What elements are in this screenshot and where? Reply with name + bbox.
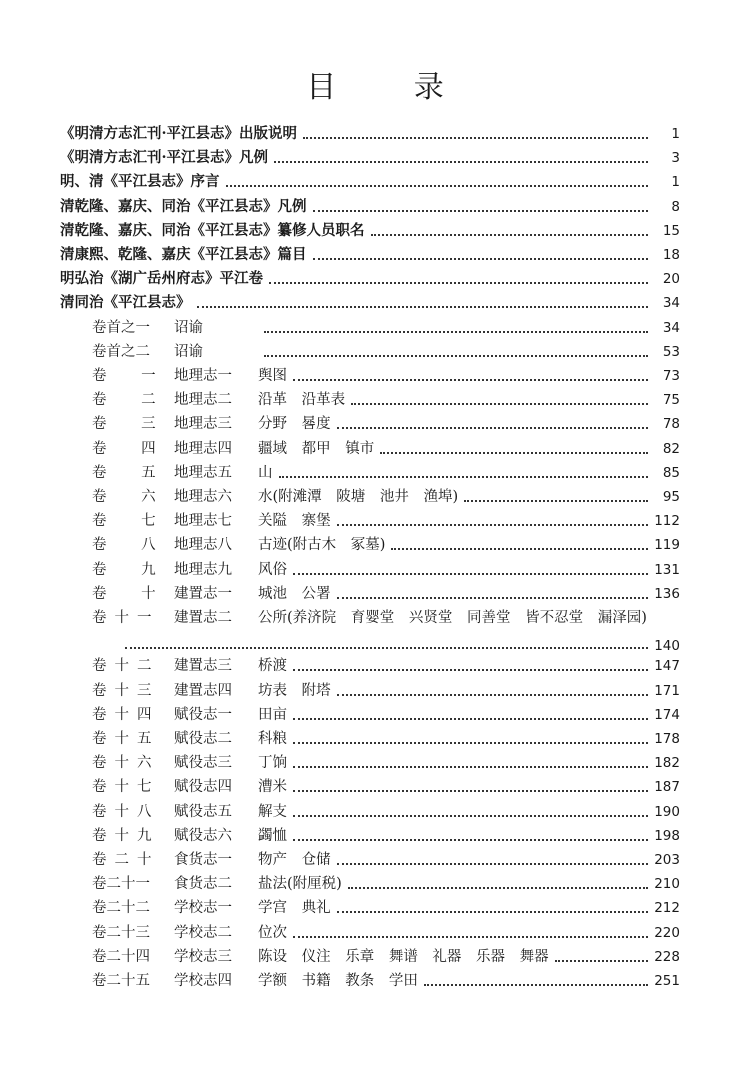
- toc-subentry[interactable]: [92, 314, 680, 338]
- section-topic: 古迹(附古木 冢墓): [258, 537, 386, 554]
- dot-leader: [293, 742, 648, 744]
- toc-page-number: 95: [662, 489, 680, 505]
- volume-number: 卷二十五: [92, 973, 150, 989]
- section-name: 地理志九: [174, 561, 232, 578]
- section-topic: 舆图: [258, 368, 287, 384]
- toc-page-number: 1: [671, 174, 680, 191]
- toc-entry[interactable]: [60, 168, 680, 192]
- section-topic: 公所(养济院 育婴堂 兴贤堂 同善堂 皆不忍堂 漏泽园): [258, 610, 647, 626]
- dot-leader: [337, 427, 648, 429]
- section-name: 建置志三: [174, 658, 232, 675]
- dot-leader: [313, 258, 649, 260]
- toc-subentry[interactable]: [92, 459, 680, 483]
- toc-page-number: 78: [662, 416, 680, 433]
- section-name: 学校志一: [174, 900, 232, 917]
- section-topic: 水(附滩潭 陂塘 池井 渔埠): [258, 489, 459, 505]
- toc-entry-title: 清同治《平江县志》: [60, 294, 191, 312]
- volume-number: 卷首之一: [92, 319, 150, 336]
- toc-subentry[interactable]: [92, 580, 680, 604]
- section-topic: 学额 书籍 教条 学田: [258, 973, 418, 989]
- section-name: 赋役志三: [174, 755, 232, 772]
- volume-number: 卷十四: [92, 706, 160, 723]
- toc-page-number: 203: [654, 852, 680, 868]
- dot-leader: [337, 694, 648, 696]
- section-topic: 解支: [258, 803, 287, 820]
- toc-entry[interactable]: [60, 265, 680, 289]
- dot-leader: [391, 548, 648, 550]
- volume-number: 卷 九: [92, 561, 156, 578]
- dot-leader: [371, 234, 649, 236]
- toc-page-number: 73: [662, 368, 680, 384]
- toc-page-number: 3: [671, 150, 680, 167]
- dot-leader: [226, 185, 649, 187]
- toc-entry-title: 清乾隆、嘉庆、同治《平江县志》凡例: [60, 197, 307, 215]
- dot-leader: [274, 161, 648, 163]
- dot-leader: [279, 476, 649, 478]
- section-topic: 风俗: [258, 561, 287, 578]
- toc-subentry[interactable]: [92, 652, 680, 676]
- section-topic: 关隘 寨堡: [258, 513, 331, 530]
- toc-entry[interactable]: [60, 193, 680, 217]
- dot-leader: [337, 524, 648, 526]
- dot-leader: [424, 984, 648, 986]
- section-topic: 分野 晷度: [258, 416, 331, 433]
- toc-page-number: 174: [654, 706, 680, 723]
- toc-subentry[interactable]: [92, 483, 680, 507]
- toc-page-number: 82: [662, 440, 680, 457]
- volume-number: 卷 八: [92, 537, 156, 554]
- volume-number: 卷二十二: [92, 900, 150, 917]
- toc-page-number: 178: [654, 731, 680, 747]
- dot-leader: [337, 863, 648, 865]
- toc-subentry[interactable]: [92, 410, 680, 434]
- volume-number: 卷十五: [92, 731, 160, 747]
- toc-page-number: 8: [671, 198, 680, 215]
- toc-subentry[interactable]: [92, 701, 680, 725]
- section-topic: 坊表 附塔: [258, 682, 331, 699]
- section-name: 赋役志六: [174, 827, 232, 844]
- toc-page-number: 187: [654, 779, 680, 796]
- toc-entry-title: 《明清方志汇刊·平江县志》凡例: [60, 149, 269, 167]
- volume-number: 卷首之二: [92, 343, 150, 360]
- section-name: 食货志一: [174, 852, 232, 868]
- toc-subentry[interactable]: [92, 919, 680, 943]
- section-name: 地理志三: [174, 416, 232, 433]
- toc-subentry[interactable]: [92, 822, 680, 846]
- toc-entry-title: 清乾隆、嘉庆、同治《平江县志》纂修人员职名: [60, 221, 365, 239]
- toc-page-number: 18: [662, 247, 680, 263]
- toc-subentry[interactable]: [92, 749, 680, 773]
- volume-number: 卷二十四: [92, 948, 150, 965]
- section-name: 建置志二: [174, 610, 232, 626]
- toc-page-number: 131: [654, 561, 680, 578]
- toc-page-number: 75: [662, 392, 680, 409]
- section-name: 地理志四: [174, 440, 232, 457]
- toc-subentry[interactable]: [92, 556, 680, 580]
- volume-number: 卷二十三: [92, 924, 150, 941]
- toc-page-number: 190: [654, 803, 680, 820]
- dot-leader: [293, 379, 648, 381]
- dot-leader: [264, 355, 648, 357]
- section-topic: 学宫 典礼: [258, 900, 331, 917]
- dot-leader: [293, 573, 648, 575]
- volume-number: 卷十一: [92, 610, 160, 626]
- toc-page-number: 212: [654, 900, 680, 917]
- volume-number: 卷 一: [92, 368, 156, 384]
- dot-leader: [337, 597, 648, 599]
- toc-page-number: 228: [654, 948, 680, 965]
- volume-number: 卷 七: [92, 513, 156, 530]
- section-name: 建置志一: [174, 585, 232, 602]
- toc-subentry[interactable]: [92, 967, 680, 991]
- volume-number: 卷二十一: [92, 876, 150, 893]
- section-topic: 物产 仓储: [258, 852, 331, 868]
- toc-subentry[interactable]: [92, 338, 680, 362]
- toc-entry[interactable]: [60, 144, 680, 168]
- volume-number: 卷 六: [92, 489, 156, 505]
- toc-subentry[interactable]: [92, 604, 680, 628]
- toc-page-number: 136: [654, 585, 680, 602]
- section-topic: 田亩: [258, 706, 287, 723]
- toc-subentry[interactable]: [92, 870, 680, 894]
- section-topic: 盐法(附厘税): [258, 876, 342, 893]
- volume-number: 卷十八: [92, 803, 160, 820]
- dot-leader: [293, 815, 648, 817]
- toc-subentry[interactable]: [92, 773, 680, 797]
- section-topic: 丁饷: [258, 755, 287, 772]
- dot-leader: [293, 718, 648, 720]
- page-title: 目 录: [306, 70, 478, 105]
- toc-page-number: 85: [662, 464, 680, 481]
- dot-leader: [293, 766, 648, 768]
- toc-entry[interactable]: [60, 241, 680, 265]
- toc-subentry[interactable]: [92, 386, 680, 410]
- toc-page-number: 220: [654, 924, 680, 941]
- dot-leader: [293, 839, 648, 841]
- section-topic: 陈设 仪注 乐章 舞谱 礼器 乐器 舞器: [258, 948, 549, 965]
- section-topic: 桥渡: [258, 658, 287, 675]
- section-name: 学校志三: [174, 948, 232, 965]
- dot-leader: [293, 669, 648, 671]
- section-name: 赋役志一: [174, 706, 232, 723]
- dot-leader: [313, 210, 649, 212]
- toc-subentry[interactable]: [92, 507, 680, 531]
- section-topic: 科粮: [258, 731, 287, 747]
- toc-subentry-continuation[interactable]: [125, 630, 680, 654]
- section-topic: 位次: [258, 924, 287, 941]
- dot-leader: [348, 887, 648, 889]
- toc-page-number: 198: [654, 827, 680, 844]
- toc-page-number: 140: [654, 638, 680, 655]
- section-name: 诏谕: [174, 319, 203, 336]
- toc-page-number: 20: [662, 271, 680, 288]
- toc-page-number: 15: [662, 222, 680, 239]
- dot-leader: [264, 331, 648, 333]
- section-name: 学校志二: [174, 924, 232, 941]
- section-name: 食货志二: [174, 876, 232, 893]
- volume-number: 卷十三: [92, 682, 160, 699]
- section-name: 赋役志四: [174, 779, 232, 796]
- section-topic: 漕米: [258, 779, 287, 796]
- toc-subentry[interactable]: [92, 846, 680, 870]
- volume-number: 卷 二: [92, 392, 156, 409]
- toc-entry-title: 明、清《平江县志》序言: [60, 173, 220, 191]
- section-name: 诏谕: [174, 343, 203, 360]
- section-name: 建置志四: [174, 682, 232, 699]
- section-name: 赋役志五: [174, 803, 232, 820]
- dot-leader: [293, 790, 648, 792]
- dot-leader: [555, 960, 648, 962]
- toc-page-number: 112: [654, 513, 680, 530]
- dot-leader: [293, 936, 648, 938]
- toc-subentry[interactable]: [92, 798, 680, 822]
- toc-page-number: 210: [654, 876, 680, 893]
- section-name: 地理志八: [174, 537, 232, 554]
- toc-page-number: 34: [662, 295, 680, 312]
- section-name: 学校志四: [174, 973, 232, 989]
- toc-subentry[interactable]: [92, 894, 680, 918]
- toc-subentry[interactable]: [92, 362, 680, 386]
- section-name: 地理志二: [174, 392, 232, 409]
- volume-number: 卷 四: [92, 440, 156, 457]
- volume-number: 卷 十: [92, 585, 156, 602]
- toc-page-number: 251: [654, 973, 680, 989]
- toc-entry-title: 清康熙、乾隆、嘉庆《平江县志》篇目: [60, 246, 307, 263]
- section-name: 赋役志二: [174, 731, 232, 747]
- volume-number: 卷 三: [92, 416, 156, 433]
- toc-subentry[interactable]: [92, 725, 680, 749]
- dot-leader: [380, 452, 648, 454]
- dot-leader: [464, 500, 648, 502]
- section-topic: 山: [258, 464, 273, 481]
- section-name: 地理志五: [174, 464, 232, 481]
- toc-subentry[interactable]: [92, 435, 680, 459]
- toc-page-number: 34: [662, 319, 680, 336]
- dot-leader: [197, 306, 649, 308]
- dot-leader: [303, 137, 648, 139]
- dot-leader: [337, 911, 648, 913]
- toc-entry[interactable]: [60, 217, 680, 241]
- dot-leader: [125, 647, 648, 649]
- toc-page-number: 182: [654, 755, 680, 772]
- section-topic: 沿革 沿革表: [258, 392, 346, 409]
- volume-number: 卷 五: [92, 464, 156, 481]
- toc-page-number: 147: [654, 658, 680, 675]
- dot-leader: [269, 282, 648, 284]
- section-name: 地理志六: [174, 489, 232, 505]
- toc-entry-title: 明弘治《湖广岳州府志》平江卷: [60, 270, 263, 288]
- volume-number: 卷十二: [92, 658, 160, 675]
- section-topic: 城池 公署: [258, 585, 331, 602]
- toc-page-number: 171: [654, 682, 680, 699]
- toc-subentry[interactable]: [92, 531, 680, 555]
- toc-page-number: 119: [654, 537, 680, 554]
- section-topic: 蠲恤: [258, 827, 287, 844]
- volume-number: 卷二十: [92, 852, 160, 868]
- toc-subentry[interactable]: [92, 677, 680, 701]
- toc-page-number: 53: [662, 343, 680, 360]
- volume-number: 卷十六: [92, 755, 160, 772]
- dot-leader: [351, 403, 648, 405]
- toc-entry[interactable]: [60, 289, 680, 313]
- section-name: 地理志一: [174, 368, 232, 384]
- toc-entry[interactable]: [60, 120, 680, 144]
- toc-subentry[interactable]: [92, 943, 680, 967]
- volume-number: 卷十七: [92, 779, 160, 796]
- toc-entry-title: 《明清方志汇刊·平江县志》出版说明: [60, 125, 298, 142]
- section-name: 地理志七: [174, 513, 232, 530]
- section-topic: 疆域 都甲 镇市: [258, 440, 375, 457]
- volume-number: 卷十九: [92, 827, 160, 844]
- toc-page-number: 1: [671, 126, 680, 142]
